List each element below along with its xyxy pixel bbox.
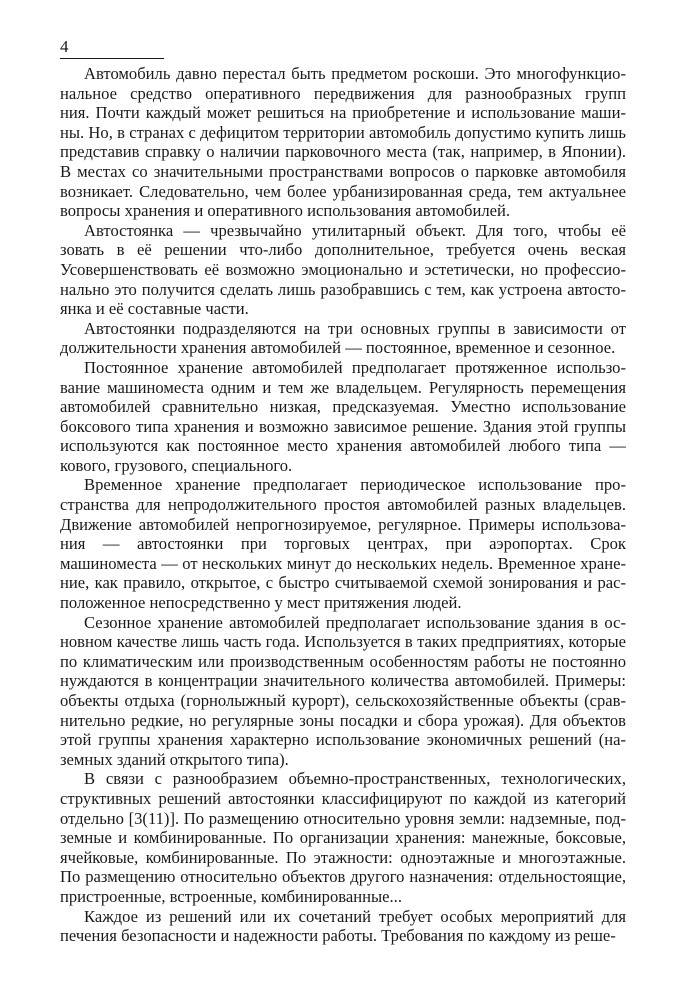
text-line: Усовершенствовать её возможно эмоционально и эстетически, но профессио-: [60, 259, 626, 279]
text-line: кового, грузового, специального.: [60, 455, 293, 475]
paragraph: [60, 221, 626, 319]
text-line: новном качестве лишь часть года. Используется в таких предприятиях, которые: [60, 632, 626, 652]
text-line: ние, как правило, открытое, с быстро считываемой схемой зонирования и рас-: [60, 573, 626, 593]
text-line: зовать в её решении что-либо дополнительное, требуется очень веская: [60, 240, 626, 260]
text-line: Постоянное хранение автомобилей предполагает протяженное использо-: [84, 357, 626, 377]
text-line: ния — автостоянки при торговых центрах, при аэропортах. Срок: [60, 534, 626, 554]
text-line: положенное непосредственно у мест притяжения людей.: [60, 593, 462, 613]
text-line: Каждое из решений или их сочетаний требует особых мероприятий для: [84, 906, 626, 926]
paragraph: [60, 613, 626, 770]
text-line: боксового типа хранения и возможно зависимое решение. Здания этой группы: [60, 416, 626, 436]
text-line: должительности хранения автомобилей — постоянное, временное и сезонное.: [60, 338, 616, 358]
text-line: Автостоянка — чрезвычайно утилитарный объект. Для того, чтобы её: [84, 220, 626, 240]
text-line: печения безопасности и надежности работы. Требования по каждому из реше-: [60, 926, 616, 946]
text-line: нальное средство оперативного передвижения для разнообразных групп: [60, 83, 626, 103]
paragraph: [60, 769, 626, 906]
body-text: [60, 64, 626, 946]
text-line: представив справку о наличии парковочного места (так, например, в Японии).: [60, 142, 626, 162]
text-line: земные и комбинированные. По организации хранения: манежные, боксовые,: [60, 828, 626, 848]
header-rule: [60, 58, 164, 59]
text-line: Автомобиль давно перестал быть предметом роскоши. Это многофункцио-: [84, 64, 626, 83]
text-line: нительно редкие, но регулярные зоны посадки и сбора урожая). Для объектов: [60, 710, 626, 730]
text-line: нуждаются в концентрации значительного количества автомобилей. Примеры:: [60, 671, 626, 691]
paragraph: [60, 64, 626, 221]
text-line: Автостоянки подразделяются на три основных группы в зависимости от: [84, 318, 626, 338]
text-line: В местах со значительными пространствами вопросов о парковке автомобиля: [60, 161, 626, 181]
paragraph: [60, 907, 626, 946]
text-line: машиноместа — от нескольких минут до нескольких недель. Временное хране-: [60, 553, 626, 573]
paragraph: [60, 475, 626, 612]
text-line: используются как постоянное место хранения автомобилей любого типа —: [60, 436, 626, 456]
text-line: автомобилей сравнительно низкая, предсказуемая. Уместно использование: [60, 397, 626, 417]
text-line: этой группы хранения характерно использование экономичных решений (на-: [60, 730, 626, 750]
text-line: странства для непродолжительного простоя автомобилей разных владельцев.: [60, 495, 626, 515]
text-line: нально это получится сделать лишь разобравшись с тем, как устроена автосто-: [60, 279, 626, 299]
paragraph: [60, 358, 626, 476]
text-line: возникает. Следовательно, чем более урбанизированная среда, тем актуальнее: [60, 181, 626, 201]
text-line: ния. Почти каждый может решиться на приобретение и использование маши-: [60, 103, 626, 123]
text-line: ячейковые, комбинированные. По этажности: одноэтажные и многоэтажные.: [60, 847, 626, 867]
paragraph: [60, 319, 626, 358]
text-line: Сезонное хранение автомобилей предполагает использование здания в ос-: [84, 612, 626, 632]
text-line: отдельно [3(11)]. По размещению относительно уровня земли: надземные, под-: [60, 808, 626, 828]
text-line: Временное хранение предполагает периодическое использование про-: [84, 475, 626, 495]
text-line: янка и её составные части.: [60, 299, 249, 319]
text-line: В связи с разнообразием объемно-пространственных, технологических,: [84, 769, 626, 789]
text-line: земных зданий открытого типа).: [60, 749, 289, 769]
text-line: пристроенные, встроенные, комбинированные...: [60, 886, 402, 906]
text-line: По размещению относительно объектов другого назначения: отдельностоящие,: [60, 867, 626, 887]
text-line: структивных решений автостоянки классифицируют по каждой из категорий: [60, 788, 626, 808]
text-line: вопросы хранения и оперативного использования автомобилей.: [60, 201, 511, 221]
text-line: вание машиноместа одним и тем же владельцем. Регулярность перемещения: [60, 377, 626, 397]
page-number: 4: [60, 37, 69, 56]
text-line: по климатическим или производственным особенностям работы не постоянно: [60, 651, 626, 671]
text-line: объекты отдыха (горнолыжный курорт), сельскохозяйственные объекты (срав-: [60, 691, 626, 710]
text-line: ны. Но, в странах с дефицитом территории автомобиль допустимо купить лишь: [60, 122, 626, 142]
text-line: Движение автомобилей непрогнозируемое, регулярное. Примеры использова-: [60, 514, 626, 534]
